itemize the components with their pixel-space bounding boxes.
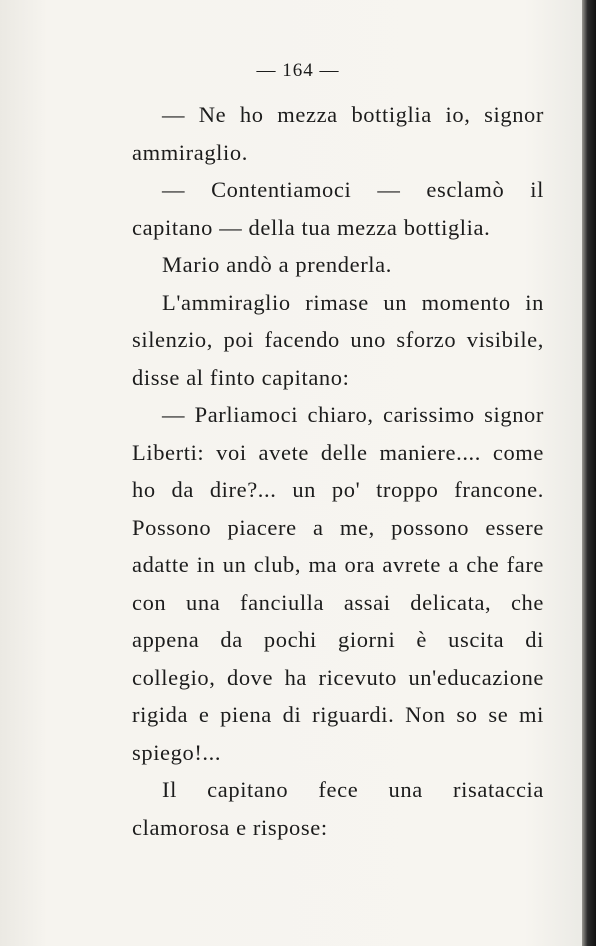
paragraph-3: Mario andò a prenderla. [162,252,392,277]
paragraph-1: — Ne ho mezza bottiglia io, signor ammiraglio. [132,102,544,165]
paragraph-6: Il capitano fece una risataccia clamorosa e rispose: [132,777,544,840]
paragraph-4: L'ammiraglio rimase un momento in silenzio, poi facendo uno sforzo visibile, disse al finto capitano: [132,289,544,390]
page-number: — 164 — [256,60,340,81]
paragraph-5: — Parliamoci chiaro, carissimo signor Liberti: voi avete delle maniere.... come ho da dire?... un po' troppo francone. Possono piacere a me, possono essere adatte in un club, ma ora avrete a che fare con una fanciulla assai delicata, che appena da pochi giorni è uscita di collegio, dove ha ricevuto un'educazione rigida e piena di riguardi. Non so se mi spiego!... [132,402,544,765]
page-body-text [132,96,544,846]
page-binding-edge [582,0,596,946]
paragraph-2: — Contentiamoci — esclamò il capitano — della tua mezza bottiglia. [132,177,544,240]
